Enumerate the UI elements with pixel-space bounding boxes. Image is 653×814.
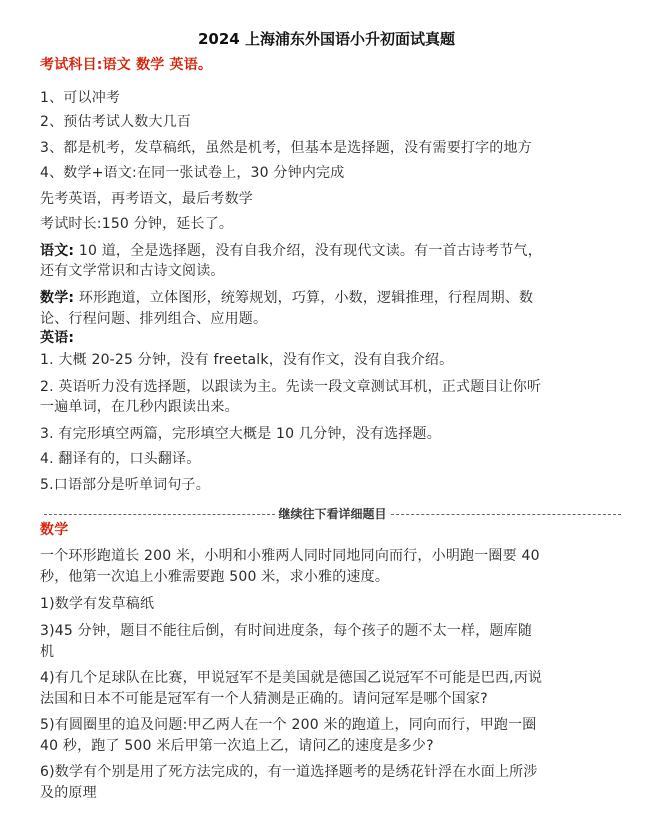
math-text-1: 环形跑道，立体图形，统筹规划，巧算，小数，逻辑推理，行程周期、数 <box>78 290 534 306</box>
english-item-5: 5.口语部分是听单词句子。 <box>40 477 210 493</box>
math-section-heading: 数学 <box>40 522 69 538</box>
math-question-intro-1: 一个环形跑道长 200 米，小明和小雅两人同时同地同向而行，小明跑一圈要 40 <box>40 548 540 564</box>
math-item-5-line-1: 5)有圆圈里的追及问题:甲乙两人在一个 200 米的跑道上，同向而行，甲跑一圈 <box>40 717 537 733</box>
exam-duration: 考试时长:150 分钟，延长了。 <box>40 216 234 232</box>
math-label: 数学: <box>40 290 75 306</box>
english-item-4: 4. 翻译有的，口头翻译。 <box>40 451 201 467</box>
math-item-1: 1)数学有发草稿纸 <box>40 596 155 612</box>
math-item-3-line-2: 机 <box>40 644 55 660</box>
english-item-2-cont: 一遍单词，在几秒内跟读出来。 <box>40 399 239 415</box>
english-item-1: 1. 大概 20-25 分钟，没有 freetalk，没有作文，没有自我介绍。 <box>40 352 454 368</box>
math-question-intro-2: 秒，他第一次追上小雅需要跑 500 米，求小雅的速度。 <box>40 569 390 585</box>
divider-dash-left <box>44 514 275 515</box>
subjects-heading: 考试科目:语文 数学 英语。 <box>40 57 213 73</box>
divider-label: 继续往下看详细题目 <box>278 507 387 521</box>
english-item-3: 3. 有完形填空两篇，完形填空大概是 10 几分钟，没有选择题。 <box>40 426 441 442</box>
math-text-2: 论、行程问题、排列组合、应用题。 <box>40 311 268 327</box>
english-label: 英语: <box>40 330 75 346</box>
chinese-text-2: 还有文学常识和古诗文阅读。 <box>40 263 225 279</box>
math-item-4-line-1: 4)有几个足球队在比赛，甲说冠军不是美国就是德国乙说冠军不可能是巴西,丙说 <box>40 670 543 686</box>
info-item-4: 4、数学+语文:在同一张试卷上，30 分钟内完成 <box>40 165 345 181</box>
chinese-line-1 <box>40 241 625 262</box>
info-item-1: 1、可以冲考 <box>40 90 121 106</box>
math-item-6-line-1: 6)数学有个别是用了死方法完成的，有一道选择题考的是绣花针浮在水面上所涉 <box>40 764 538 780</box>
math-item-4-line-2: 法国和日本不可能是冠军有一个人猜测是正确的。请问冠军是哪个国家? <box>40 691 488 707</box>
info-item-2: 2、预估考试人数大几百 <box>40 114 192 130</box>
chinese-label: 语文: <box>40 243 75 259</box>
math-item-5-line-2: 40 秒，跑了 500 米后甲第一次追上乙，请问乙的速度是多少? <box>40 738 434 754</box>
english-item-2: 2. 英语听力没有选择题，以跟读为主。先读一段文章测试耳机，正式题目让你听 <box>40 379 542 395</box>
chinese-text-1: 10 道，全是选择题，没有自我介绍，没有现代文读。有一首古诗考节气， <box>78 243 542 259</box>
info-item-3: 3、都是机考，发草稿纸，虽然是机考，但基本是选择题，没有需要打字的地方 <box>40 140 532 156</box>
exam-order: 先考英语，再考语文，最后考数学 <box>40 191 253 207</box>
page-title: 2024 上海浦东外国语小升初面试真题 <box>198 30 455 48</box>
divider-dash-right <box>391 514 622 515</box>
math-item-6-line-2: 及的原理 <box>40 785 97 801</box>
math-item-3-line-1: 3)45 分钟，题目不能往后倒，有时间进度条，每个孩子的题不太一样，题库随 <box>40 623 533 639</box>
math-line-1 <box>40 288 625 309</box>
